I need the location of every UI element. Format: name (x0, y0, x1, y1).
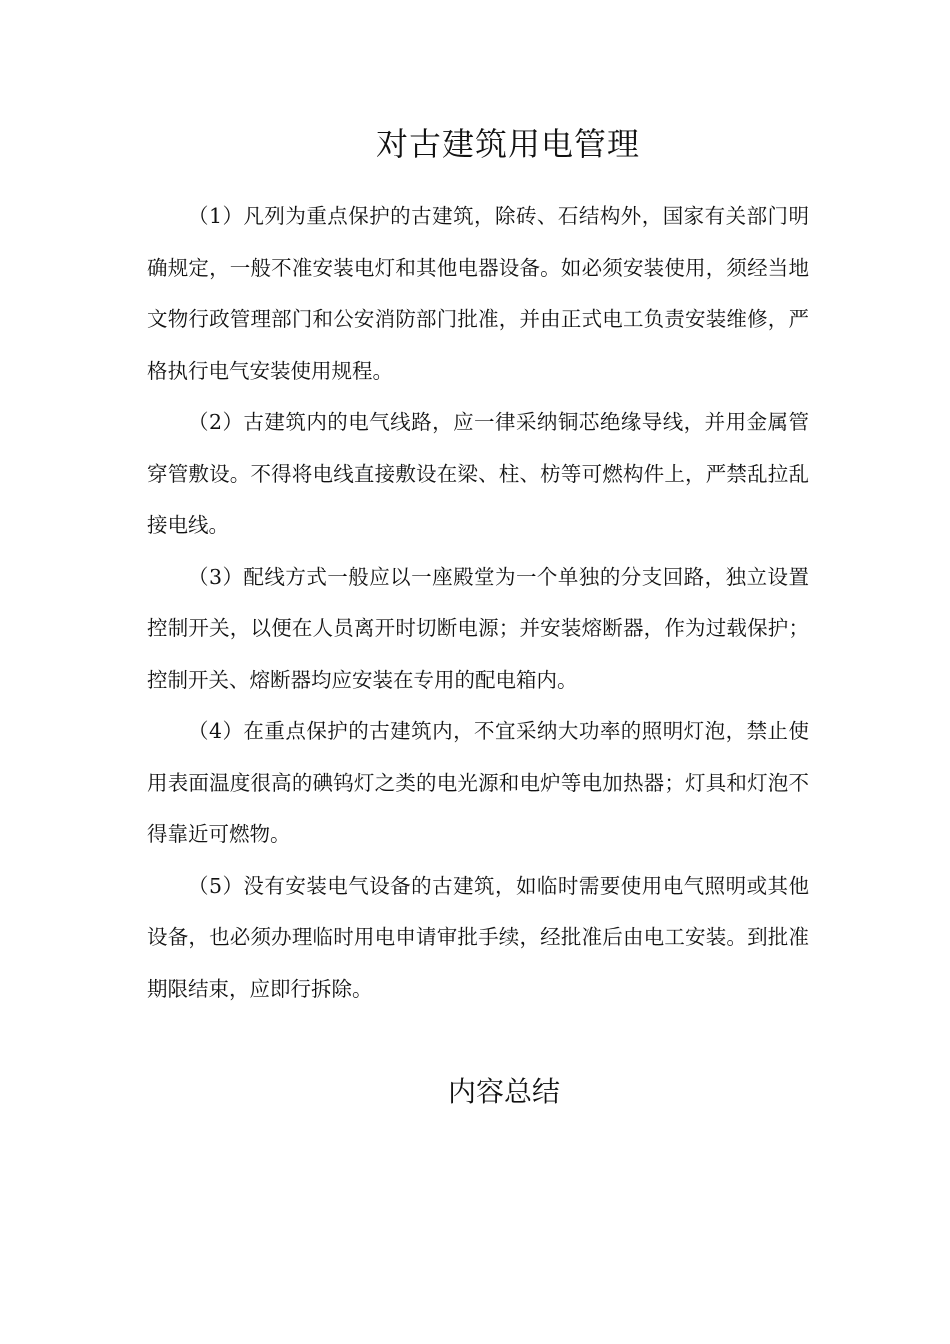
document-body (147, 191, 809, 1015)
document-title: 对古建筑用电管理 (375, 125, 640, 163)
paragraph-3: （3）配线方式一般应以一座殿堂为一个单独的分支回路，独立设置控制开关，以便在人员离开时切断电源；并安装熔断器，作为过载保护；控制开关、熔断器均应安装在专用的配电箱内。 (147, 564, 809, 692)
paragraph-1: （1）凡列为重点保护的古建筑，除砖、石结构外，国家有关部门明确规定，一般不准安装电灯和其他电器设备。如必须安装使用，须经当地文物行政管理部门和公安消防部门批准，并由正式电工负责安装维修，严格执行电气安装使用规程。 (147, 204, 809, 383)
paragraph-5: （5）没有安装电气设备的古建筑，如临时需要使用电气照明或其他设备，也必须办理临时用电申请审批手续，经批准后由电工安装。到批准期限结束，应即行拆除。 (147, 873, 809, 1001)
paragraph-2: （2）古建筑内的电气线路，应一律采纳铜芯绝缘导线，并用金属管穿管敷设。不得将电线直接敷设在梁、柱、枋等可燃构件上，严禁乱拉乱接电线。 (147, 410, 809, 537)
paragraph-4: （4）在重点保护的古建筑内，不宜采纳大功率的照明灯泡，禁止使用表面温度很高的碘钨灯之类的电光源和电炉等电加热器；灯具和灯泡不得靠近可燃物。 (147, 719, 809, 846)
summary-heading: 内容总结 (447, 1075, 560, 1108)
